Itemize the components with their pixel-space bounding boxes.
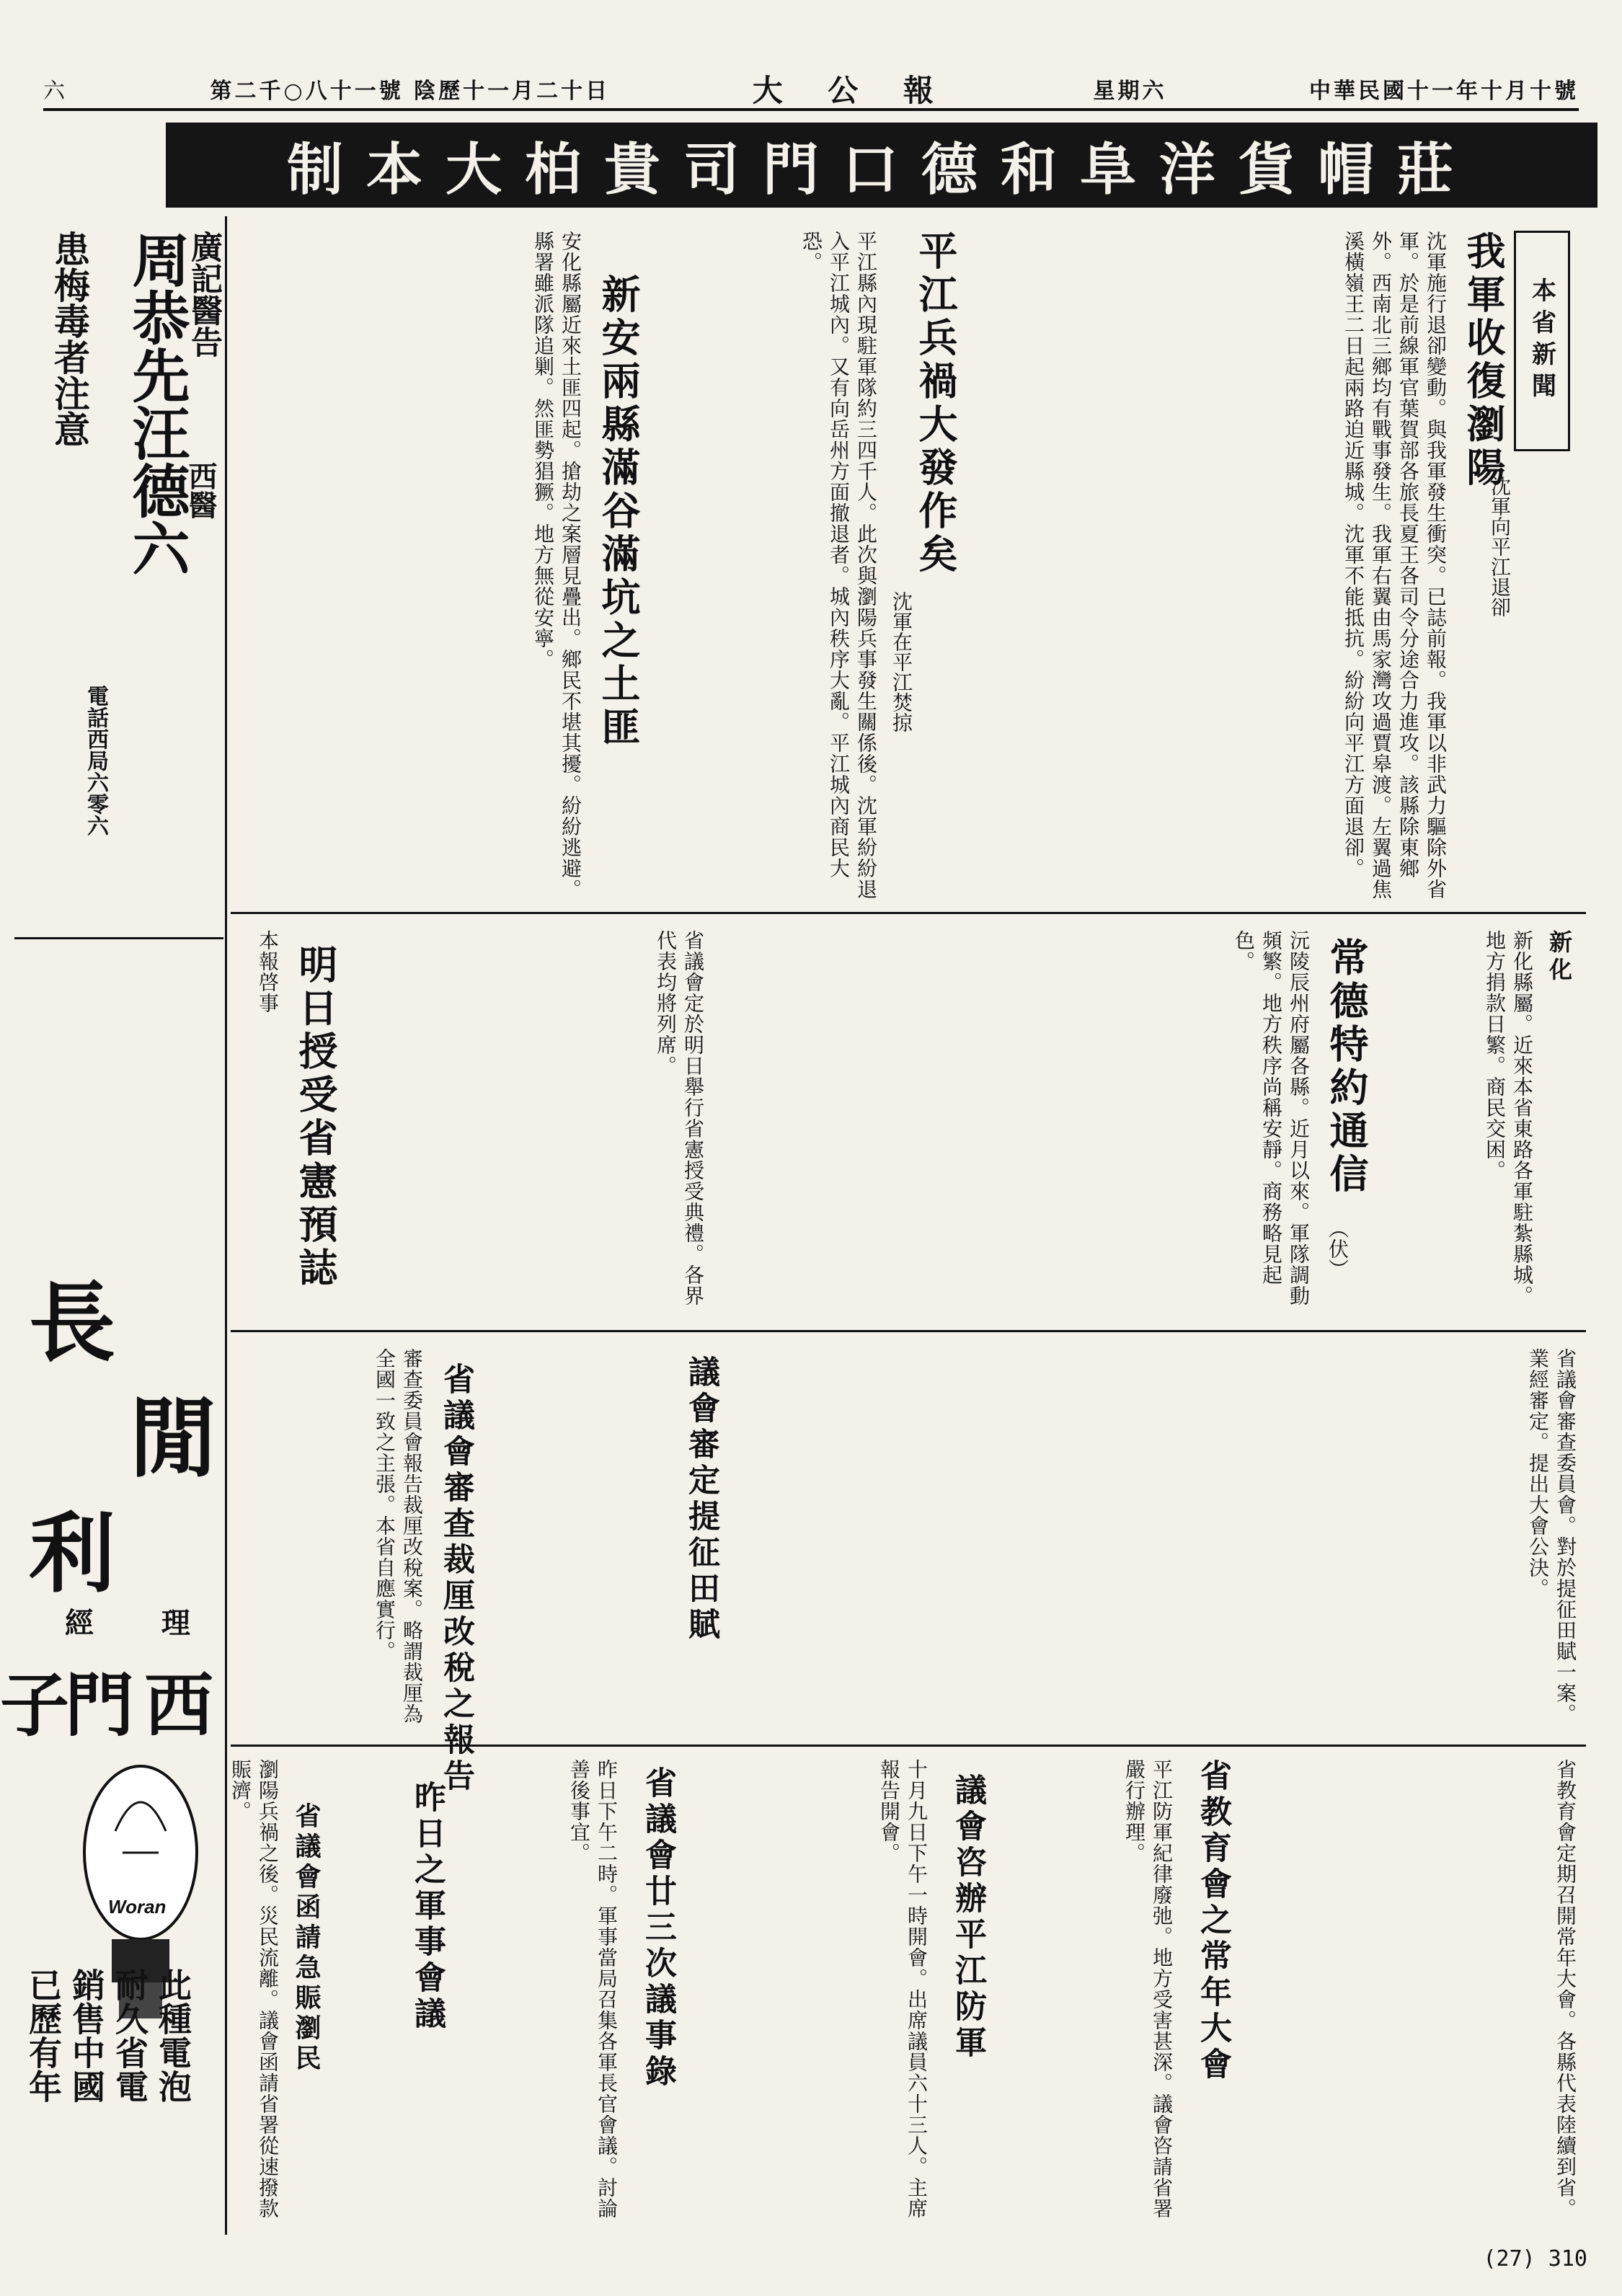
headline-xinhua: 新化	[1546, 930, 1573, 985]
ad-divider	[14, 937, 223, 939]
article-pingjiang-defense: 平江防軍紀律廢弛。地方受害甚深。議會咨請省署嚴行辦理。	[1122, 1759, 1174, 2219]
lamp-agent-3: 子	[0, 1665, 69, 1746]
lamp-slogan-2: 耐久省電	[110, 1968, 149, 2104]
article-assembly-23: 十月九日下午一時開會。出席議員六十三人。主席報告開會。	[877, 1759, 929, 2219]
headline-pingjiang-defense: 議會咨辦平江防軍	[949, 1773, 986, 2062]
lamp-brand-1: 長	[29, 1272, 115, 1374]
headline-military-meeting: 昨日之軍事會議	[409, 1781, 446, 2033]
headline-assembly-23: 省議會廿三次議事錄	[639, 1766, 676, 2091]
article-xinhua: 新化縣屬。近來本省東路各軍駐紮縣城。地方捐款日繁。商民交困。	[1483, 930, 1534, 1306]
article-recover-liuyang: 沈軍施行退卻變動。與我軍發生衝突。已誌前報。我軍以非武力驅除外省軍。於是前線軍官葉賀部各旅長夏王各司令分途合力進攻。該縣除東鄉外。西南北三鄉均有戰事發生。我軍右翼由馬家灣攻過賈皋渡。左翼過焦溪橫嶺王二日起兩路迫近縣城。沈軍不能抵抗。紛紛向平江方面退卻。	[1342, 231, 1448, 900]
lamp-brand-2: 利	[29, 1503, 115, 1605]
clinic-phone: 電話西局六零六	[83, 685, 108, 836]
headline-xinan-bandits: 新安兩縣滿谷滿坑之土匪	[595, 274, 642, 750]
article-relief-telegram: 瀏陽兵禍之後。災民流離。議會函請省署從速撥款賑濟。	[229, 1759, 280, 2219]
article-notice: 本報啓事	[256, 930, 280, 1014]
subtitle-recover-liuyang: 沈軍向平江退卻	[1488, 476, 1512, 617]
headline-education-assembly: 省教育會之常年大會	[1195, 1759, 1231, 2083]
headline-relief-telegram: 省議會函請急賑瀏民	[291, 1802, 322, 2075]
clinic-doctor-name: 周恭先汪德六	[123, 231, 190, 577]
left-ad-divider	[225, 216, 227, 2235]
lamp-agent-2: 門	[65, 1665, 134, 1746]
article-assembly-tax: 省議會審查委員會。對於提征田賦一案。業經審定。提出大會公決。	[1526, 1348, 1577, 1724]
publication-date: 中華民國十一年十月十號	[1309, 79, 1579, 104]
article-changde: 沅陵辰州府屬各縣。近月以來。軍隊調動頻繁。地方秩序尚稱安靜。商務略見起色。	[1232, 930, 1311, 1306]
article-military-meeting: 昨日下午二時。軍事當局召集各軍長官會議。討論善後事宜。	[567, 1759, 619, 2219]
headline-assembly-tax: 議會審定提征田賦	[683, 1355, 719, 1644]
kicker-pingjiang-riot: 沈軍在平江焚掠	[890, 591, 913, 732]
article-education-assembly: 省教育會定期召開常年大會。各縣代表陸續到省。	[1554, 1759, 1577, 2219]
local-news-tag: 本省新聞	[1514, 231, 1570, 451]
lamp-agent-1: 西	[144, 1665, 213, 1746]
masthead: 大 公 報	[752, 73, 951, 108]
lamp-brand-3: 閒	[130, 1388, 216, 1489]
headline-recover-liuyang: 我軍收復瀏陽	[1461, 231, 1507, 490]
tier-divider-2	[231, 1330, 1586, 1332]
lamp-slogan-4: 已歷有年	[24, 1968, 63, 2104]
headline-tomorrow-constitution: 明日授受省憲預誌	[293, 944, 339, 1290]
clinic-ad-text: 患梅毒者注意	[48, 231, 91, 447]
issue-number: 第二千○八十一號 陰歷十一月二十日	[210, 79, 611, 104]
marker-changde: （伏）	[1326, 1218, 1350, 1279]
headline-tax-report: 省議會審查裁厘改稅之報告	[438, 1362, 474, 1795]
headline-changde: 常德特約通信	[1324, 937, 1370, 1197]
article-xinan-bandits: 安化縣屬近來土匪四起。搶劫之案層見疊出。鄉民不堪其擾。紛紛逃避。縣署雖派隊追剿。然匪勢猖獗。地方無從安寧。	[531, 231, 582, 900]
lamp-label: Woran	[108, 1896, 167, 1918]
article-tax-report: 審查委員會報告裁厘改稅案。略謂裁厘為全國一致之主張。本省自應實行。	[373, 1348, 424, 1724]
banner-ad: 制本大柏貴司門口德和阜洋貨帽莊	[166, 123, 1597, 208]
clinic-ad-header: 西醫	[184, 461, 218, 519]
weekday: 星期六	[1093, 79, 1167, 104]
header-strip	[43, 69, 1579, 111]
article-tomorrow-constitution: 省議會定於明日舉行省憲授受典禮。各界代表均將列席。	[654, 930, 705, 1306]
lamp-slogan-3: 銷售中國	[67, 1968, 106, 2104]
article-pingjiang-riot: 平江縣內現駐軍隊約三四千人。此次與瀏陽兵事發生關係後。沈軍紛紛退入平江城內。又有向岳州方面撤退者。城內秩序大亂。平江城內商民大恐。	[799, 231, 878, 900]
tier-divider-1	[231, 912, 1586, 914]
page-mark: 六	[43, 79, 68, 104]
lamp-slogan-1: 此種電泡	[154, 1968, 192, 2104]
page-number: (27) 310	[1483, 2246, 1587, 2271]
clinic-ad-title: 廣記醫告	[185, 231, 222, 358]
headline-pingjiang-riot: 平江兵禍大發作矣	[913, 231, 959, 577]
lamp-role: 經 理	[65, 1606, 219, 1640]
